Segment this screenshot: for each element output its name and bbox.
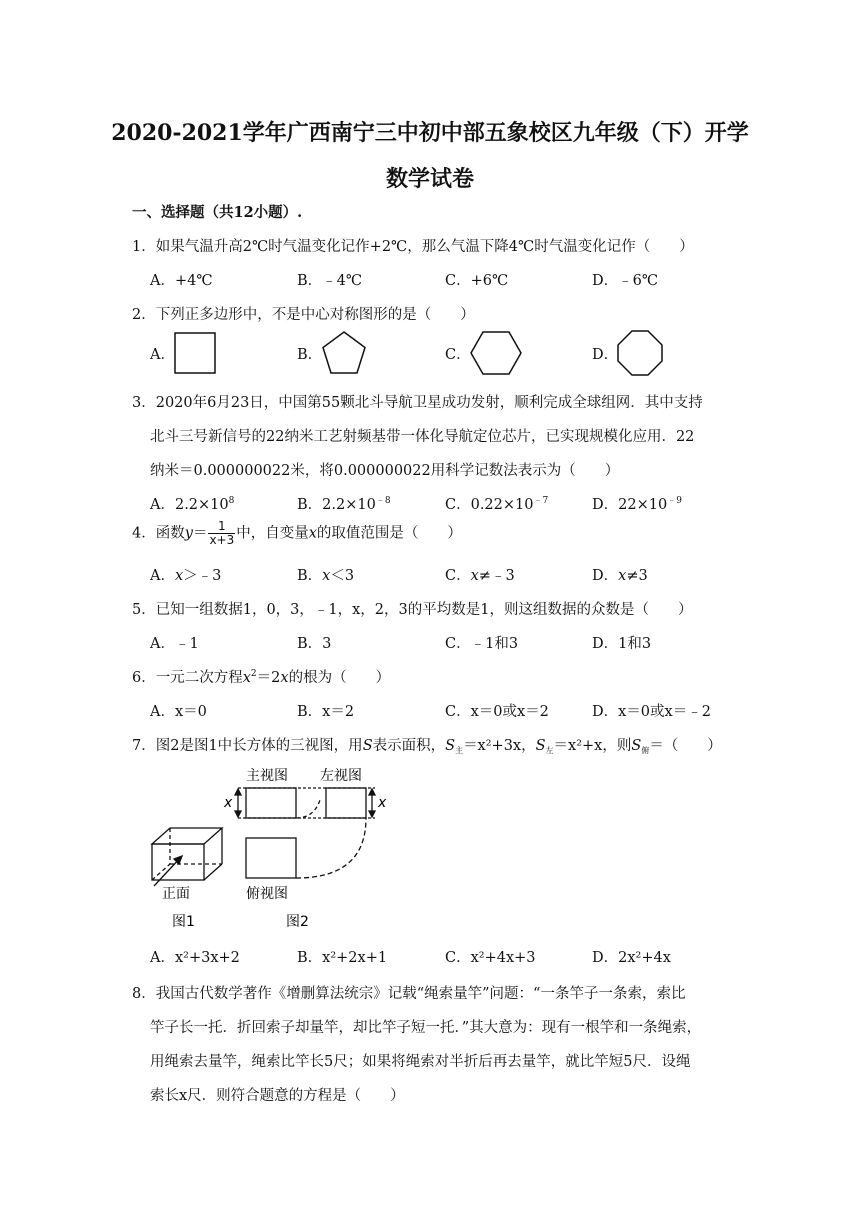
octagon-icon — [616, 329, 664, 377]
q3-option-c: C．$0.22\times 10^{﹣7}$ — [445, 496, 549, 513]
q6-option-c: C．x＝0或x＝2 — [445, 704, 549, 720]
front-label: 正面 — [162, 886, 190, 902]
question-3-line2: 北斗三号新信号的22纳米工艺射频基带一体化导航定位芯片，已实现规模化应用．22 — [150, 429, 695, 445]
question-3-line1: 3．2020年6月23日，中国第55颗北斗导航卫星成功发射，顺利完成全球组网．其中支持 — [132, 395, 703, 411]
q7-option-b: B．x²+2x+1 — [297, 950, 388, 966]
question-8-line2: 竿子长一托．折回索子却量竿，却比竿子短一托．”其大意为：现有一根竿和一条绳索， — [150, 1020, 702, 1036]
question-6-stem: 6．一元二次方程$x^2=2x$的根为（ ） — [132, 669, 391, 686]
q2-option-b: B． — [297, 347, 323, 363]
q6-option-d: D．x＝0或x＝﹣2 — [592, 704, 711, 720]
q1-option-b: B．﹣4℃ — [297, 273, 363, 289]
question-8-line1: 8．我国古代数学著作《增删算法统宗》记载“绳索量竿”问题：“一条竿子一条索，索比 — [132, 986, 686, 1002]
fig1-label: 图1 — [172, 914, 195, 930]
q4-option-b: B．x＜3 — [297, 568, 355, 584]
x-label-right: x — [378, 795, 387, 811]
question-5-stem: 5．已知一组数据1，0，3，﹣1，x，2，3的平均数是1，则这组数据的众数是（ ） — [132, 602, 693, 618]
question-8-line3: 用绳索去量竿，绳索比竿长5尺；如果将绳索对半折后再去量竿，就比竿短5尺．设绳 — [150, 1054, 691, 1070]
pentagon-icon — [320, 329, 368, 377]
q7-option-c: C．x²+4x+3 — [445, 950, 536, 966]
main-view-label: 主视图 — [246, 768, 288, 784]
top-view-label: 俯视图 — [246, 886, 288, 902]
question-8-line4: 索长x尺．则符合题意的方程是（ ） — [150, 1088, 405, 1104]
question-3-line3: 纳米＝0.000000022米，将0.000000022用科学记数法表示为（ ） — [150, 463, 620, 479]
q5-option-a: A．﹣1 — [150, 636, 199, 652]
top-view-rect — [246, 838, 296, 878]
q2-option-c: C． — [445, 347, 471, 363]
q6-option-a: A．x＝0 — [150, 704, 207, 720]
main-view-rect — [246, 788, 296, 818]
q1-option-c: C．+6℃ — [445, 273, 509, 289]
q3-option-b: B．$2.2\times 10^{﹣8}$ — [297, 496, 391, 513]
q1-option-a: A．+4℃ — [150, 273, 213, 289]
q2-option-d: D． — [592, 347, 619, 363]
question-7-stem: 7．图2是图1中长方体的三视图，用S表示面积，$S_主=x^2+3x$，$S_左=x^2+x$，则$S_俯=$（ ） — [132, 738, 722, 755]
hexagon-icon — [469, 329, 523, 377]
left-view-rect — [326, 788, 366, 818]
left-view-label: 左视图 — [320, 768, 362, 784]
q7-option-d: D．2x²+4x — [592, 950, 671, 966]
q2-option-a: A． — [150, 347, 175, 363]
exam-title-line2: 数学试卷 — [385, 166, 474, 192]
question-4-stem: 4．函数y＝ $\frac{1}{x+3}$ 中，自变量x的取值范围是（ ） — [132, 519, 462, 547]
q6-option-b: B．x＝2 — [297, 704, 355, 720]
q4-option-a: A．x＞﹣3 — [150, 568, 222, 584]
q1-option-d: D．﹣6℃ — [592, 273, 659, 289]
question-2-stem: 2．下列正多边形中，不是中心对称图形的是（ ） — [132, 307, 475, 323]
fraction: $\frac{1}{x+3}$ — [209, 519, 235, 547]
section-heading: 一、选择题（共12小题）. — [132, 204, 303, 221]
q5-option-c: C．﹣1和3 — [445, 636, 519, 652]
q4-option-c: C．x≠﹣3 — [445, 568, 515, 584]
three-view-figure — [140, 760, 400, 940]
q7-option-a: A．x²+3x+2 — [150, 950, 240, 966]
exam-title-line1: 2020-2021学年广西南宁三中初中部五象校区九年级（下）开学 — [111, 120, 749, 146]
question-1-stem: 1．如果气温升高2℃时气温变化记作+2℃，那么气温下降4℃时气温变化记作（ ） — [132, 239, 694, 255]
fig2-label: 图2 — [286, 914, 309, 930]
q5-option-d: D．1和3 — [592, 636, 652, 652]
q3-option-a: A．$2.2\times 10^8$ — [150, 496, 235, 513]
q5-option-b: B．3 — [297, 636, 332, 652]
q3-option-d: D．$22\times 10^{﹣9}$ — [592, 496, 682, 513]
q4-option-d: D．x≠3 — [592, 568, 648, 584]
x-label-left: x — [224, 795, 233, 811]
cuboid-figure — [152, 828, 222, 886]
square-icon — [173, 331, 217, 375]
